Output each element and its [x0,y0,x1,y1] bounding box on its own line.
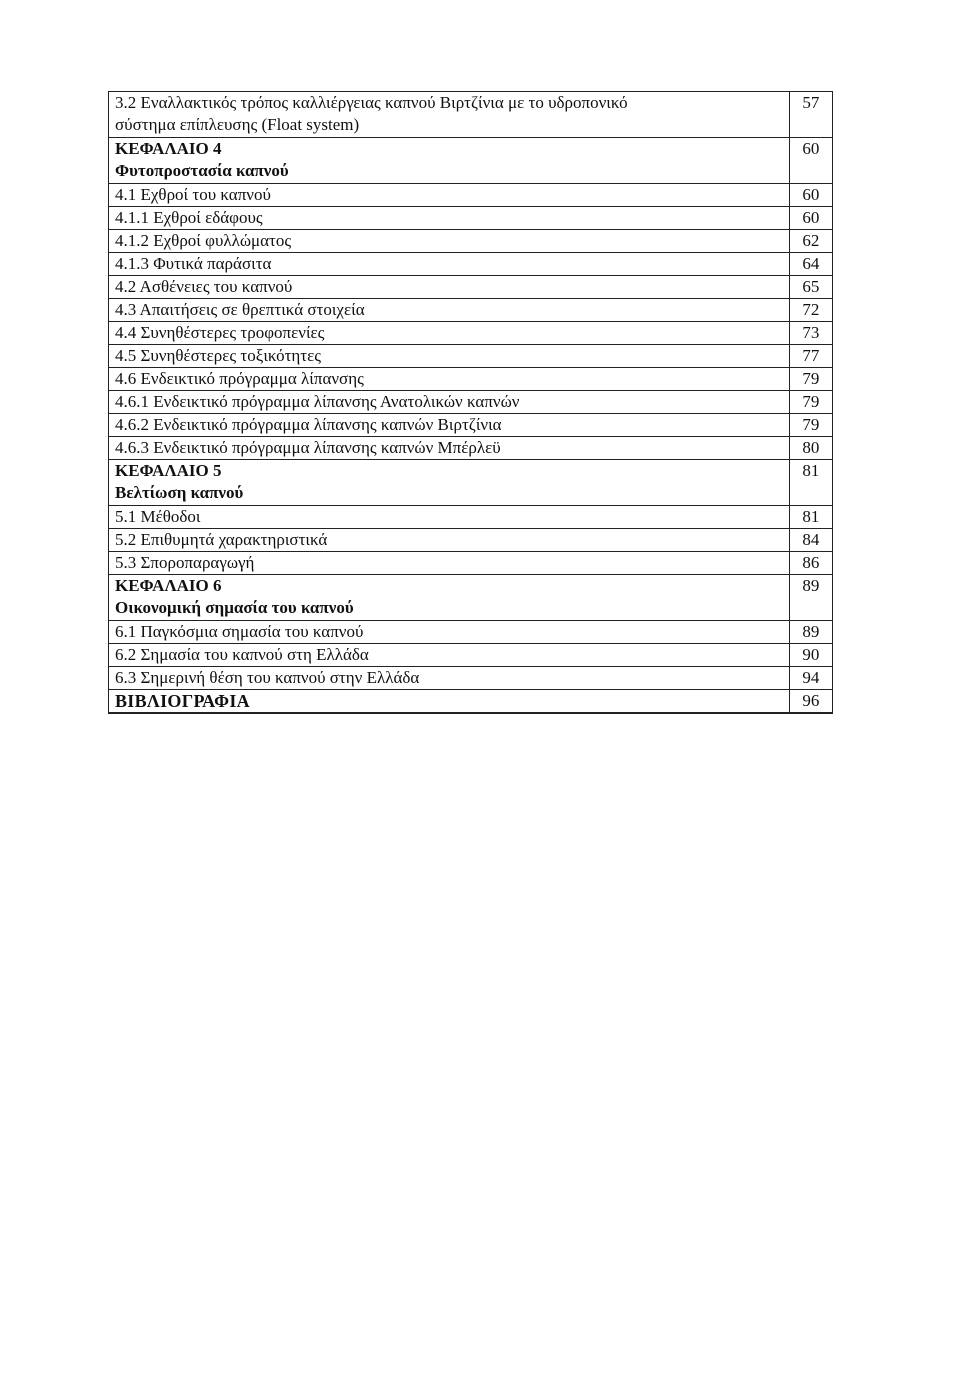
toc-entry-heading: 4.2 Ασθένειες του καπνού [115,277,293,296]
toc-row [109,299,833,322]
toc-entry-page-number: 64 [789,253,832,276]
toc-entry-heading: 4.6.1 Ενδεικτικό πρόγραμμα λίπανσης Ανατολικών καπνών [115,392,520,411]
toc-entry-title [109,368,790,391]
toc-entry-title [109,299,790,322]
toc-entry-heading: 4.1.1 Εχθροί εδάφους [115,208,263,227]
toc-row [109,690,833,714]
toc-entry-title [109,345,790,368]
toc-entry-heading: 4.5 Συνηθέστερες τοξικότητες [115,346,322,365]
toc-row [109,138,833,184]
toc-entry-heading: 4.1 Εχθροί του καπνού [115,185,271,204]
toc-entry-title [109,207,790,230]
toc-row [109,621,833,644]
table-of-contents [108,91,833,714]
toc-entry-title [109,575,790,621]
toc-row [109,184,833,207]
toc-entry-page-number: 73 [789,322,832,345]
toc-row [109,414,833,437]
toc-entry-heading: 6.1 Παγκόσμια σημασία του καπνού [115,622,364,641]
toc-entry-subheading: Οικονομική σημασία του καπνού [115,598,354,617]
toc-entry-title [109,184,790,207]
toc-row [109,230,833,253]
toc-entry-page-number: 60 [789,138,832,184]
toc-entry-title [109,92,790,138]
toc-entry-heading: 4.4 Συνηθέστερες τροφοπενίες [115,323,325,342]
toc-entry-heading: 5.1 Μέθοδοι [115,507,201,526]
toc-entry-heading: 5.3 Σποροπαραγωγή [115,553,255,572]
toc-entry-page-number: 77 [789,345,832,368]
toc-entry-heading: 4.6.2 Ενδεικτικό πρόγραμμα λίπανσης καπνών Βιρτζίνια [115,415,502,434]
toc-entry-title [109,529,790,552]
toc-entry-heading: ΚΕΦΑΛΑΙΟ 6 [115,576,222,595]
toc-entry-page-number: 79 [789,414,832,437]
toc-entry-heading: 4.1.2 Εχθροί φυλλώματος [115,231,292,250]
toc-row [109,322,833,345]
toc-entry-title [109,253,790,276]
toc-row [109,437,833,460]
toc-entry-page-number: 86 [789,552,832,575]
toc-row [109,92,833,138]
toc-entry-heading: ΚΕΦΑΛΑΙΟ 4 [115,139,222,158]
toc-row [109,345,833,368]
toc-entry-heading: ΚΕΦΑΛΑΙΟ 5 [115,461,222,480]
toc-entry-subheading: σύστημα επίπλευσης (Float system) [115,115,360,134]
toc-entry-page-number: 65 [789,276,832,299]
toc-entry-title [109,230,790,253]
toc-entry-heading: 6.3 Σημερινή θέση του καπνού στην Ελλάδα [115,668,420,687]
toc-entry-page-number: 81 [789,460,832,506]
toc-entry-page-number: 94 [789,667,832,690]
toc-row [109,529,833,552]
toc-entry-heading: 4.6 Ενδεικτικό πρόγραμμα λίπανσης [115,369,364,388]
toc-entry-title [109,437,790,460]
toc-row [109,276,833,299]
toc-entry-title [109,391,790,414]
toc-row [109,575,833,621]
toc-entry-page-number: 80 [789,437,832,460]
toc-row [109,207,833,230]
toc-entry-page-number: 96 [789,690,832,714]
toc-entry-page-number: 89 [789,575,832,621]
toc-entry-title [109,690,790,714]
toc-entry-heading: ΒΙΒΛΙΟΓΡΑΦΙΑ [115,691,250,711]
toc-entry-title [109,621,790,644]
toc-entry-page-number: 89 [789,621,832,644]
toc-entry-heading: 4.1.3 Φυτικά παράσιτα [115,254,272,273]
toc-row [109,506,833,529]
toc-entry-title [109,552,790,575]
toc-entry-heading: 4.6.3 Ενδεικτικό πρόγραμμα λίπανσης καπνών Μπέρλεϋ [115,438,501,457]
toc-entry-page-number: 79 [789,391,832,414]
toc-row [109,391,833,414]
toc-entry-title [109,276,790,299]
toc-entry-page-number: 81 [789,506,832,529]
toc-row [109,460,833,506]
toc-entry-page-number: 60 [789,184,832,207]
toc-entry-title [109,322,790,345]
toc-entry-heading: 3.2 Εναλλακτικός τρόπος καλλιέργειας καπνού Βιρτζίνια με το υδροπονικό [115,93,628,112]
toc-body [109,92,833,714]
toc-row [109,667,833,690]
toc-entry-title [109,138,790,184]
toc-entry-heading: 6.2 Σημασία του καπνού στη Ελλάδα [115,645,369,664]
toc-entry-title [109,644,790,667]
toc-row [109,253,833,276]
toc-entry-page-number: 79 [789,368,832,391]
toc-entry-heading: 4.3 Απαιτήσεις σε θρεπτικά στοιχεία [115,300,365,319]
toc-entry-subheading: Φυτοπροστασία καπνού [115,161,289,180]
toc-entry-title [109,460,790,506]
toc-entry-page-number: 60 [789,207,832,230]
toc-row [109,552,833,575]
toc-row [109,368,833,391]
toc-entry-title [109,506,790,529]
toc-entry-page-number: 84 [789,529,832,552]
toc-entry-page-number: 72 [789,299,832,322]
toc-entry-title [109,667,790,690]
toc-entry-heading: 5.2 Επιθυμητά χαρακτηριστικά [115,530,328,549]
toc-entry-page-number: 57 [789,92,832,138]
toc-entry-title [109,414,790,437]
toc-entry-page-number: 90 [789,644,832,667]
toc-entry-page-number: 62 [789,230,832,253]
toc-entry-subheading: Βελτίωση καπνού [115,483,244,502]
toc-row [109,644,833,667]
